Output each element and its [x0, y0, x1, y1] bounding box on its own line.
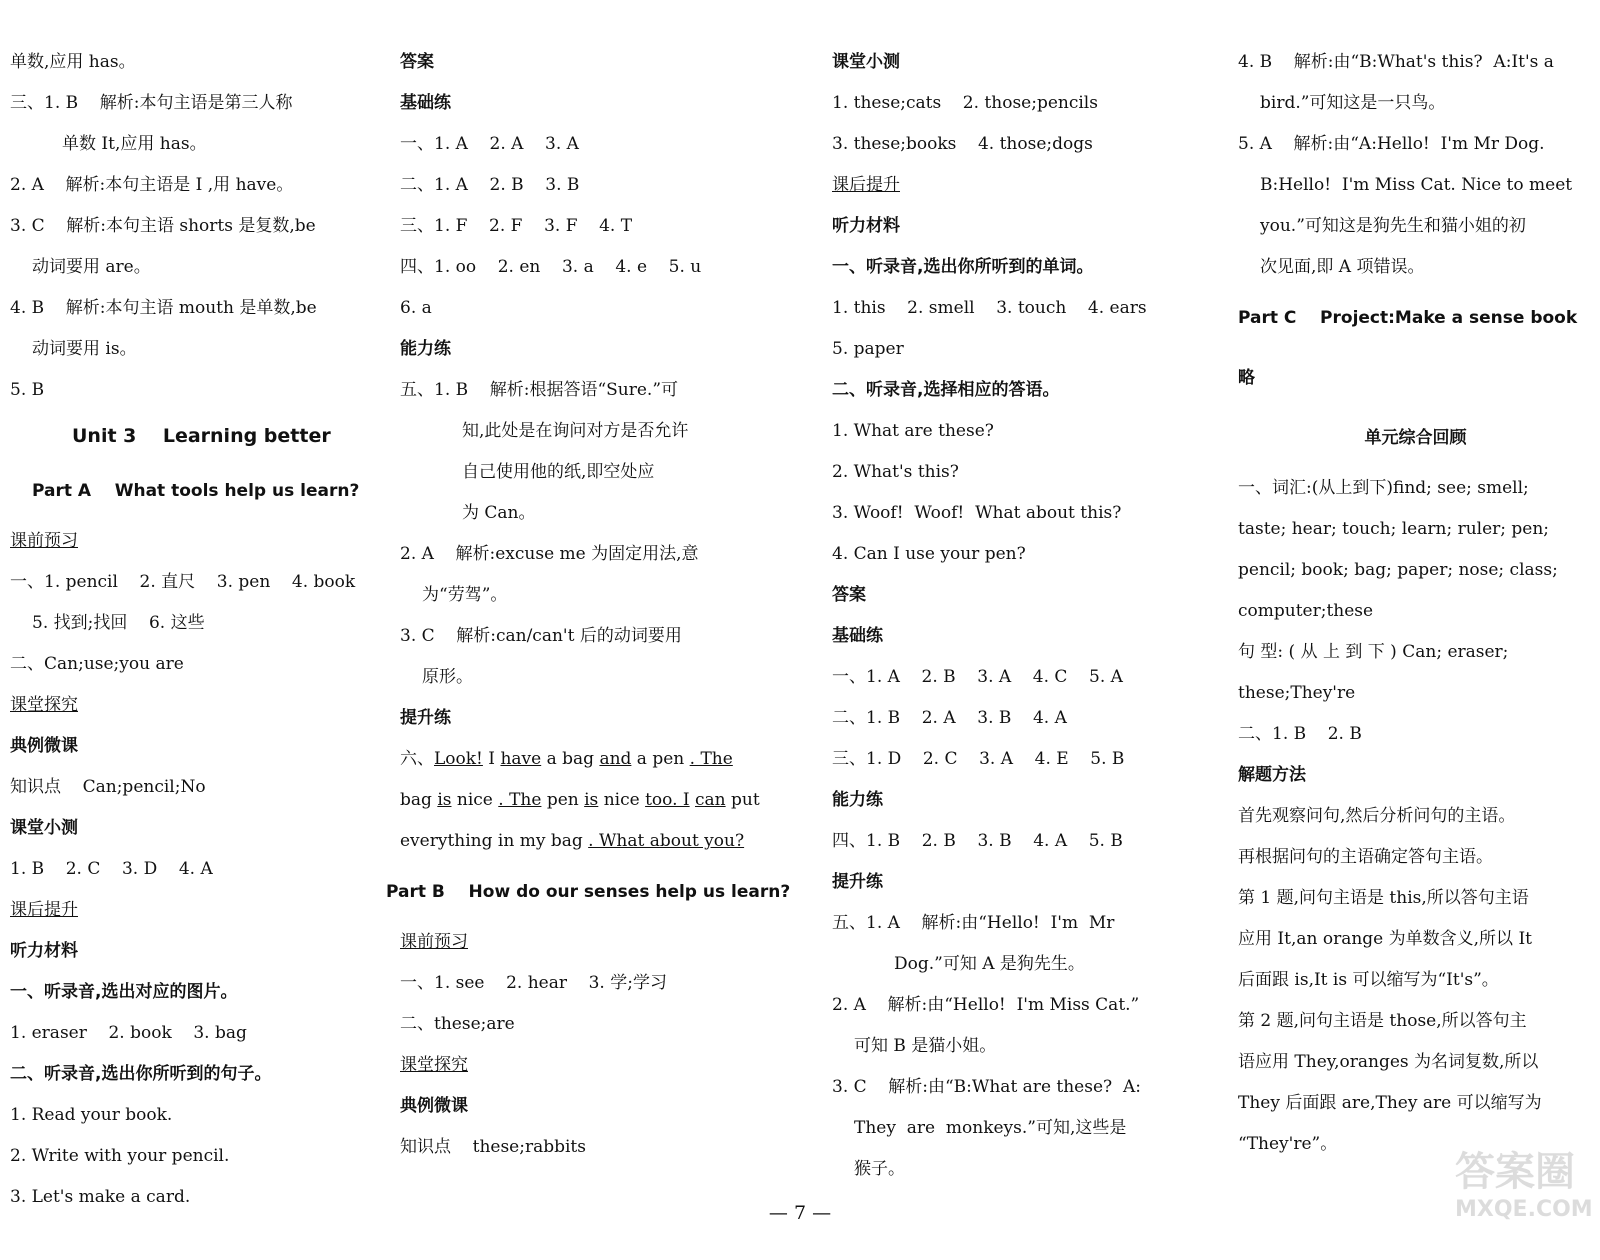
text-line: 三、1. D 2. C 3. A 4. E 5. B	[832, 749, 1125, 769]
text-line: 首先观察问句,然后分析问句的主语。	[1238, 806, 1516, 826]
subheading: 能力练	[400, 339, 451, 359]
subheading: 基础练	[832, 626, 883, 646]
text-line: 猴子。	[854, 1159, 905, 1179]
fill-text: nice	[451, 790, 499, 810]
text-line: 知,此处是在询问对方是否允许	[462, 421, 689, 441]
subheading: 二、听录音,选择相应的答语。	[832, 380, 1060, 400]
section-heading: 课堂探究	[400, 1055, 468, 1075]
fill-line-1	[400, 739, 760, 780]
text-line: 四、1. B 2. B 3. B 4. A 5. B	[832, 831, 1123, 851]
section-title: 单元综合回顾	[1364, 428, 1467, 448]
subheading: 二、听录音,选出你所听到的句子。	[10, 1064, 272, 1084]
text-line: 为“劳驾”。	[422, 585, 508, 605]
text-line: 3. Woof! Woof! What about this?	[832, 503, 1122, 523]
text-line: 第 1 题,问句主语是 this,所以答句主语	[1238, 888, 1529, 908]
text-line: 单数 It,应用 has。	[62, 134, 207, 154]
text-line: 2. Write with your pencil.	[10, 1146, 230, 1166]
column-3	[832, 42, 1192, 1190]
section-heading: 课前预习	[10, 531, 78, 551]
text-line: 可知 B 是猫小姐。	[854, 1036, 997, 1056]
text-line: They are monkeys.”可知,这些是	[854, 1118, 1127, 1138]
text-line: 1. B 2. C 3. D 4. A	[10, 859, 213, 879]
section-heading: 课前预习	[400, 932, 468, 952]
text-line: 一、1. A 2. A 3. A	[400, 134, 579, 154]
subheading: 答案	[400, 52, 434, 72]
subheading: 提升练	[832, 872, 883, 892]
text-line: They 后面跟 are,They are 可以缩写为	[1238, 1093, 1542, 1113]
text-line: 6. a	[400, 298, 432, 318]
text-line: 五、1. B 解析:根据答语“Sure.”可	[400, 380, 679, 400]
text-line: 第 2 题,问句主语是 those,所以答句主	[1238, 1011, 1527, 1031]
fill-blank: Look!	[434, 749, 483, 769]
text-line: 2. A 解析:excuse me 为固定用法,意	[400, 544, 699, 564]
part-title: Part A What tools help us learn?	[32, 481, 360, 501]
text-line: 再根据问句的主语确定答句主语。	[1238, 847, 1493, 867]
fill-text: everything in my bag	[400, 831, 589, 851]
fill-blank: too. I	[645, 790, 690, 810]
subheading: 答案	[832, 585, 866, 605]
text-line: 一、1. A 2. B 3. A 4. C 5. A	[832, 667, 1123, 687]
fill-blank: . The	[498, 790, 542, 810]
text-line: bird.”可知这是一只鸟。	[1260, 93, 1446, 113]
fill-text: nice	[598, 790, 646, 810]
subheading: 基础练	[400, 93, 451, 113]
text-line: 动词要用 is。	[32, 339, 137, 359]
section-heading: 课堂探究	[10, 695, 78, 715]
text-line: 二、Can;use;you are	[10, 654, 184, 674]
subheading: 听力材料	[10, 941, 78, 961]
text-line: 略	[1238, 368, 1255, 388]
text-line: “They're”。	[1238, 1134, 1338, 1154]
subheading: 解题方法	[1238, 765, 1306, 785]
fill-blank: have	[500, 749, 542, 769]
text-line: taste; hear; touch; learn; ruler; pen;	[1238, 519, 1550, 539]
unit-title: Unit 3 Learning better	[72, 425, 331, 447]
text-line: 5. paper	[832, 339, 904, 359]
text-line: 3. C 解析:本句主语 shorts 是复数,be	[10, 216, 316, 236]
text-line: 3. Let's make a card.	[10, 1187, 191, 1207]
text-line: 二、1. B 2. A 3. B 4. A	[832, 708, 1067, 728]
text-line: 二、these;are	[400, 1014, 515, 1034]
text-line: 三、1. B 解析:本句主语是第三人称	[10, 93, 293, 113]
subheading: 课堂小测	[10, 818, 78, 838]
text-line: 二、1. A 2. B 3. B	[400, 175, 580, 195]
text-line: 2. A 解析:本句主语是 I ,用 have。	[10, 175, 294, 195]
subheading: 课堂小测	[832, 52, 900, 72]
text-line: 应用 It,an orange 为单数含义,所以 It	[1238, 929, 1532, 949]
text-line: B:Hello! I'm Miss Cat. Nice to meet	[1260, 175, 1573, 195]
fill-blank: can	[695, 790, 726, 810]
text-line: 4. Can I use your pen?	[832, 544, 1026, 564]
fill-blank: . What about you?	[588, 831, 745, 851]
fill-text: a pen	[631, 749, 690, 769]
text-line: 3. C 解析:由“B:What are these? A:	[832, 1077, 1141, 1097]
text-line: 四、1. oo 2. en 3. a 4. e 5. u	[400, 257, 702, 277]
text-line: 4. B 解析:由“B:What's this? A:It's a	[1238, 52, 1554, 72]
fill-text: I	[482, 749, 501, 769]
column-1	[10, 42, 370, 1218]
fill-prefix: 六、	[400, 749, 434, 769]
part-title: Part C Project:Make a sense book	[1238, 308, 1578, 328]
part-title: Part B How do our senses help us learn?	[386, 882, 791, 902]
page-number: — 7 —	[768, 1202, 832, 1224]
fill-text: pen	[541, 790, 585, 810]
text-line: 一、1. pencil 2. 直尺 3. pen 4. book	[10, 572, 356, 592]
fill-text: put	[725, 790, 760, 810]
text-line: 5. B	[10, 380, 45, 400]
fill-blank: is	[437, 790, 452, 810]
section-heading: 课后提升	[10, 900, 78, 920]
section-heading: 课后提升	[832, 175, 900, 195]
text-line: 1. Read your book.	[10, 1105, 173, 1125]
text-line: 2. What's this?	[832, 462, 959, 482]
text-line: you.”可知这是狗先生和猫小姐的初	[1260, 216, 1526, 236]
text-line: these;They're	[1238, 683, 1356, 703]
text-line: 语应用 They,oranges 为名词复数,所以	[1238, 1052, 1539, 1072]
fill-blank: is	[584, 790, 599, 810]
text-line: 知识点 Can;pencil;No	[10, 777, 206, 797]
text-line: 后面跟 is,It is 可以缩写为“It's”。	[1238, 970, 1499, 990]
subheading: 一、听录音,选出对应的图片。	[10, 982, 238, 1002]
subheading: 听力材料	[832, 216, 900, 236]
fill-text: bag	[400, 790, 438, 810]
text-line: 5. 找到;找回 6. 这些	[32, 613, 205, 633]
watermark-text: 答案圈	[1455, 1149, 1575, 1195]
text-line: pencil; book; bag; paper; nose; class;	[1238, 560, 1558, 580]
text-line: 知识点 these;rabbits	[400, 1137, 586, 1157]
fill-line-2	[400, 780, 760, 821]
text-line: 次见面,即 A 项错误。	[1260, 257, 1425, 277]
text-line: 句 型: ( 从 上 到 下 ) Can; eraser;	[1238, 642, 1509, 662]
text-line: 3. these;books 4. those;dogs	[832, 134, 1093, 154]
text-line: 单数,应用 has。	[10, 52, 136, 72]
text-line: 3. C 解析:can/can't 后的动词要用	[400, 626, 682, 646]
column-2	[386, 42, 791, 1168]
fill-blank: . The	[689, 749, 733, 769]
text-line: 2. A 解析:由“Hello! I'm Miss Cat.”	[832, 995, 1140, 1015]
text-line: 1. What are these?	[832, 421, 994, 441]
text-line: Dog.”可知 A 是狗先生。	[894, 954, 1085, 974]
text-line: computer;these	[1238, 601, 1374, 621]
text-line: 一、词汇:(从上到下)find; see; smell;	[1238, 478, 1529, 498]
text-line: 动词要用 are。	[32, 257, 151, 277]
text-line: 五、1. A 解析:由“Hello! I'm Mr	[832, 913, 1115, 933]
fill-line-3	[400, 821, 760, 862]
subheading: 提升练	[400, 708, 451, 728]
subheading: 能力练	[832, 790, 883, 810]
text-line: 自己使用他的纸,即空处应	[462, 462, 655, 482]
text-line: 1. these;cats 2. those;pencils	[832, 93, 1098, 113]
text-line: 1. this 2. smell 3. touch 4. ears	[832, 298, 1147, 318]
text-line: 4. B 解析:本句主语 mouth 是单数,be	[10, 298, 317, 318]
subheading: 一、听录音,选出你所听到的单词。	[832, 257, 1094, 277]
text-line: 为 Can。	[462, 503, 536, 523]
watermark-url: MXQE.COM	[1455, 1197, 1593, 1222]
text-line: 1. eraser 2. book 3. bag	[10, 1023, 247, 1043]
text-line: 三、1. F 2. F 3. F 4. T	[400, 216, 633, 236]
text-line: 原形。	[422, 667, 473, 687]
column-4	[1238, 42, 1593, 1165]
fill-text: a bag	[541, 749, 600, 769]
fill-blank: and	[599, 749, 632, 769]
subheading: 典例微课	[10, 736, 78, 756]
text-line: 二、1. B 2. B	[1238, 724, 1362, 744]
watermark-logo	[1455, 1140, 1600, 1255]
text-line: 一、1. see 2. hear 3. 学;学习	[400, 973, 667, 993]
text-line: 5. A 解析:由“A:Hello! I'm Mr Dog.	[1238, 134, 1545, 154]
subheading: 典例微课	[400, 1096, 468, 1116]
